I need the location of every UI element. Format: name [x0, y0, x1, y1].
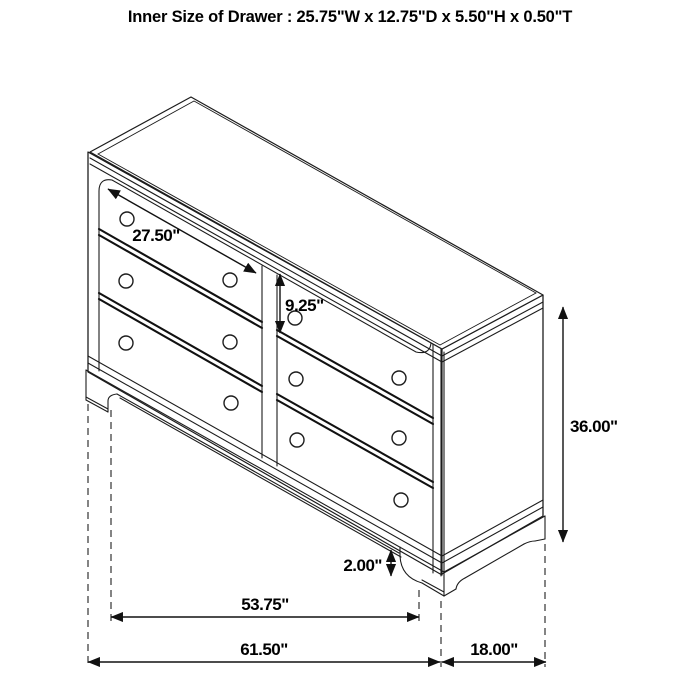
dim-overall-width-label: 61.50" — [240, 640, 288, 659]
dresser-drawing — [86, 97, 545, 596]
dim-overall-height-label: 36.00" — [570, 417, 618, 436]
dimension-overall-width — [88, 640, 440, 662]
drawer-knob — [120, 212, 134, 226]
drawer-knob — [392, 371, 406, 385]
drawer-knob — [290, 433, 304, 447]
dim-base-span-label: 53.75" — [241, 595, 289, 614]
drawer-knob — [119, 336, 133, 350]
side-foot-cove — [456, 578, 465, 589]
plinth-left-foot-cove — [108, 394, 117, 412]
drawer-knob — [394, 493, 408, 507]
page-title: Inner Size of Drawer : 25.75"W x 12.75"D x 5.50"H x 0.50"T — [127, 8, 573, 26]
drawer-knob — [223, 273, 237, 287]
drawer-knob — [119, 274, 133, 288]
dim-base-clearance-label: 2.00" — [343, 556, 382, 575]
dim-overall-depth-label: 18.00" — [470, 640, 518, 659]
drawer-knob — [392, 431, 406, 445]
dim-drawer-width-label: 27.50" — [132, 226, 180, 245]
drawer-knob — [223, 335, 237, 349]
dimension-overall-height — [563, 307, 618, 542]
dimension-base-span — [111, 595, 419, 617]
dimension-base-clearance — [343, 550, 391, 576]
dimension-overall-depth — [442, 640, 546, 662]
dim-drawer-face-height-label: 9.25" — [285, 296, 324, 315]
drawer-knob — [224, 396, 238, 410]
drawer-knob — [289, 372, 303, 386]
